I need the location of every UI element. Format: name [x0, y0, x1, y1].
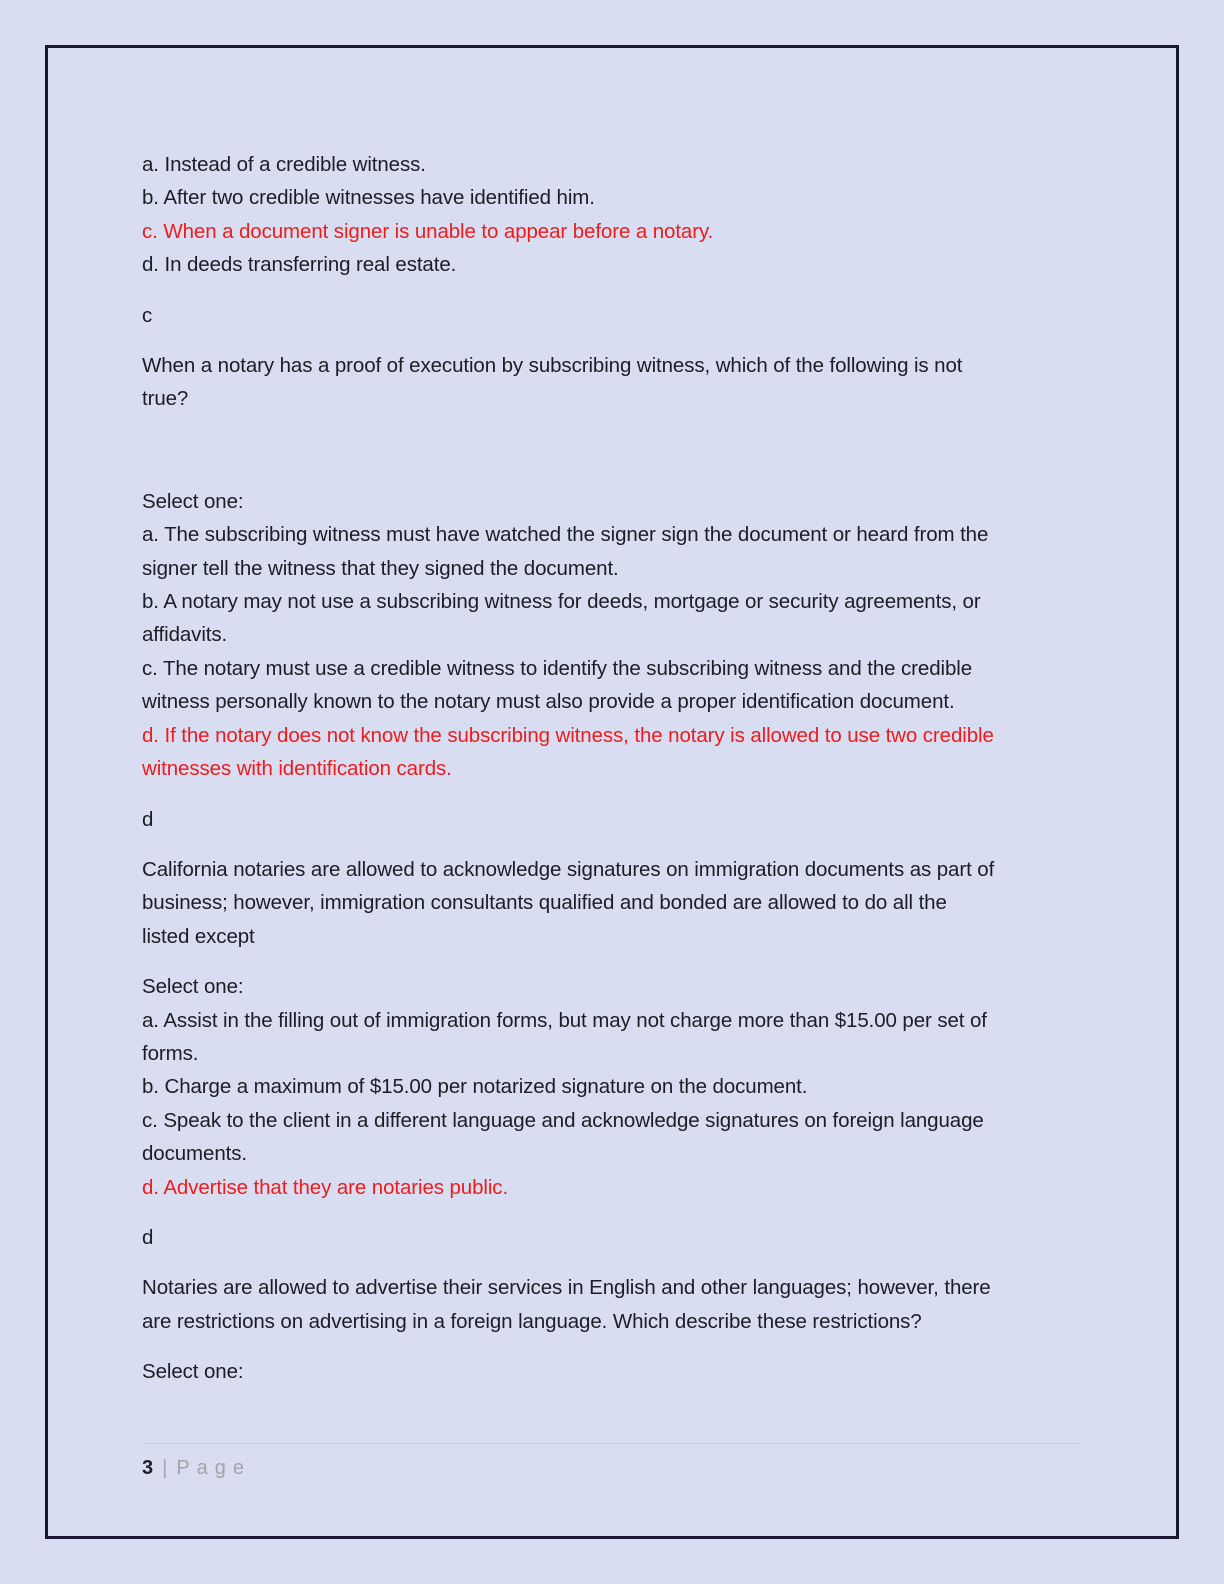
question-3-answer [142, 1221, 1081, 1254]
document-line: d [142, 807, 154, 831]
document-line: forms. [142, 1041, 199, 1065]
blank-paragraph [142, 433, 1081, 468]
footer-page-label: Page [176, 1457, 252, 1479]
document-line: are restrictions on advertising in a foreign language. Which describe these restrictions? [142, 1309, 922, 1333]
footer-separator: | [162, 1457, 168, 1479]
document-line: d [142, 1225, 154, 1249]
document-line: listed except [142, 924, 255, 948]
document-line: c. The notary must use a credible witness to identify the subscribing witness and the credible [142, 656, 973, 680]
question-4-select-prompt [142, 1355, 1081, 1388]
question-2-options [142, 485, 1081, 786]
document-line: b. Charge a maximum of $15.00 per notarized signature on the document. [142, 1075, 808, 1099]
document-line: c. When a document signer is unable to appear before a notary. [142, 219, 714, 243]
question-2-text [142, 349, 1081, 416]
document-line: affidavits. [142, 623, 228, 647]
question-2-answer [142, 803, 1081, 836]
document-line: Select one: [142, 975, 244, 999]
document-line: business; however, immigration consultants qualified and bonded are allowed to do all the [142, 891, 947, 915]
document-line: true? [142, 387, 189, 411]
question-1-options [142, 148, 1081, 282]
question-4-text [142, 1271, 1081, 1338]
document-line: Notaries are allowed to advertise their services in English and other languages; however, there [142, 1276, 991, 1300]
document-line: When a notary has a proof of execution by subscribing witness, which of the following is not [142, 354, 963, 378]
document-line: witnesses with identification cards. [142, 757, 452, 781]
document-line: witness personally known to the notary must also provide a proper identification document. [142, 690, 955, 714]
document-line: b. After two credible witnesses have identified him. [142, 186, 595, 210]
page-footer [142, 1443, 1081, 1480]
question-3-text [142, 853, 1081, 953]
document-line: b. A notary may not use a subscribing witness for deeds, mortgage or security agreements, or [142, 590, 981, 614]
document-line: Select one: [142, 1360, 244, 1384]
document-line: d. If the notary does not know the subscribing witness, the notary is allowed to use two credible [142, 723, 994, 747]
document-line: a. Instead of a credible witness. [142, 153, 426, 176]
document-line: a. The subscribing witness must have watched the signer sign the document or heard from the [142, 523, 989, 547]
document-line: California notaries are allowed to acknowledge signatures on immigration documents as part of [142, 857, 995, 881]
document-line: d. In deeds transferring real estate. [142, 253, 457, 277]
document-line: Select one: [142, 489, 244, 513]
document-line: signer tell the witness that they signed the document. [142, 556, 619, 580]
page [45, 45, 1179, 1539]
document-line: c. Speak to the client in a different language and acknowledge signatures on foreign language [142, 1108, 984, 1132]
document-line: d. Advertise that they are notaries public. [142, 1175, 509, 1199]
document-line: documents. [142, 1142, 247, 1166]
footer-page-number: 3 [142, 1457, 154, 1479]
question-1-answer [142, 299, 1081, 332]
question-3-options [142, 970, 1081, 1204]
document-body [142, 148, 1081, 1389]
document-line: a. Assist in the filling out of immigration forms, but may not charge more than $15.00 per set of [142, 1008, 987, 1032]
document-line: c [142, 303, 153, 327]
